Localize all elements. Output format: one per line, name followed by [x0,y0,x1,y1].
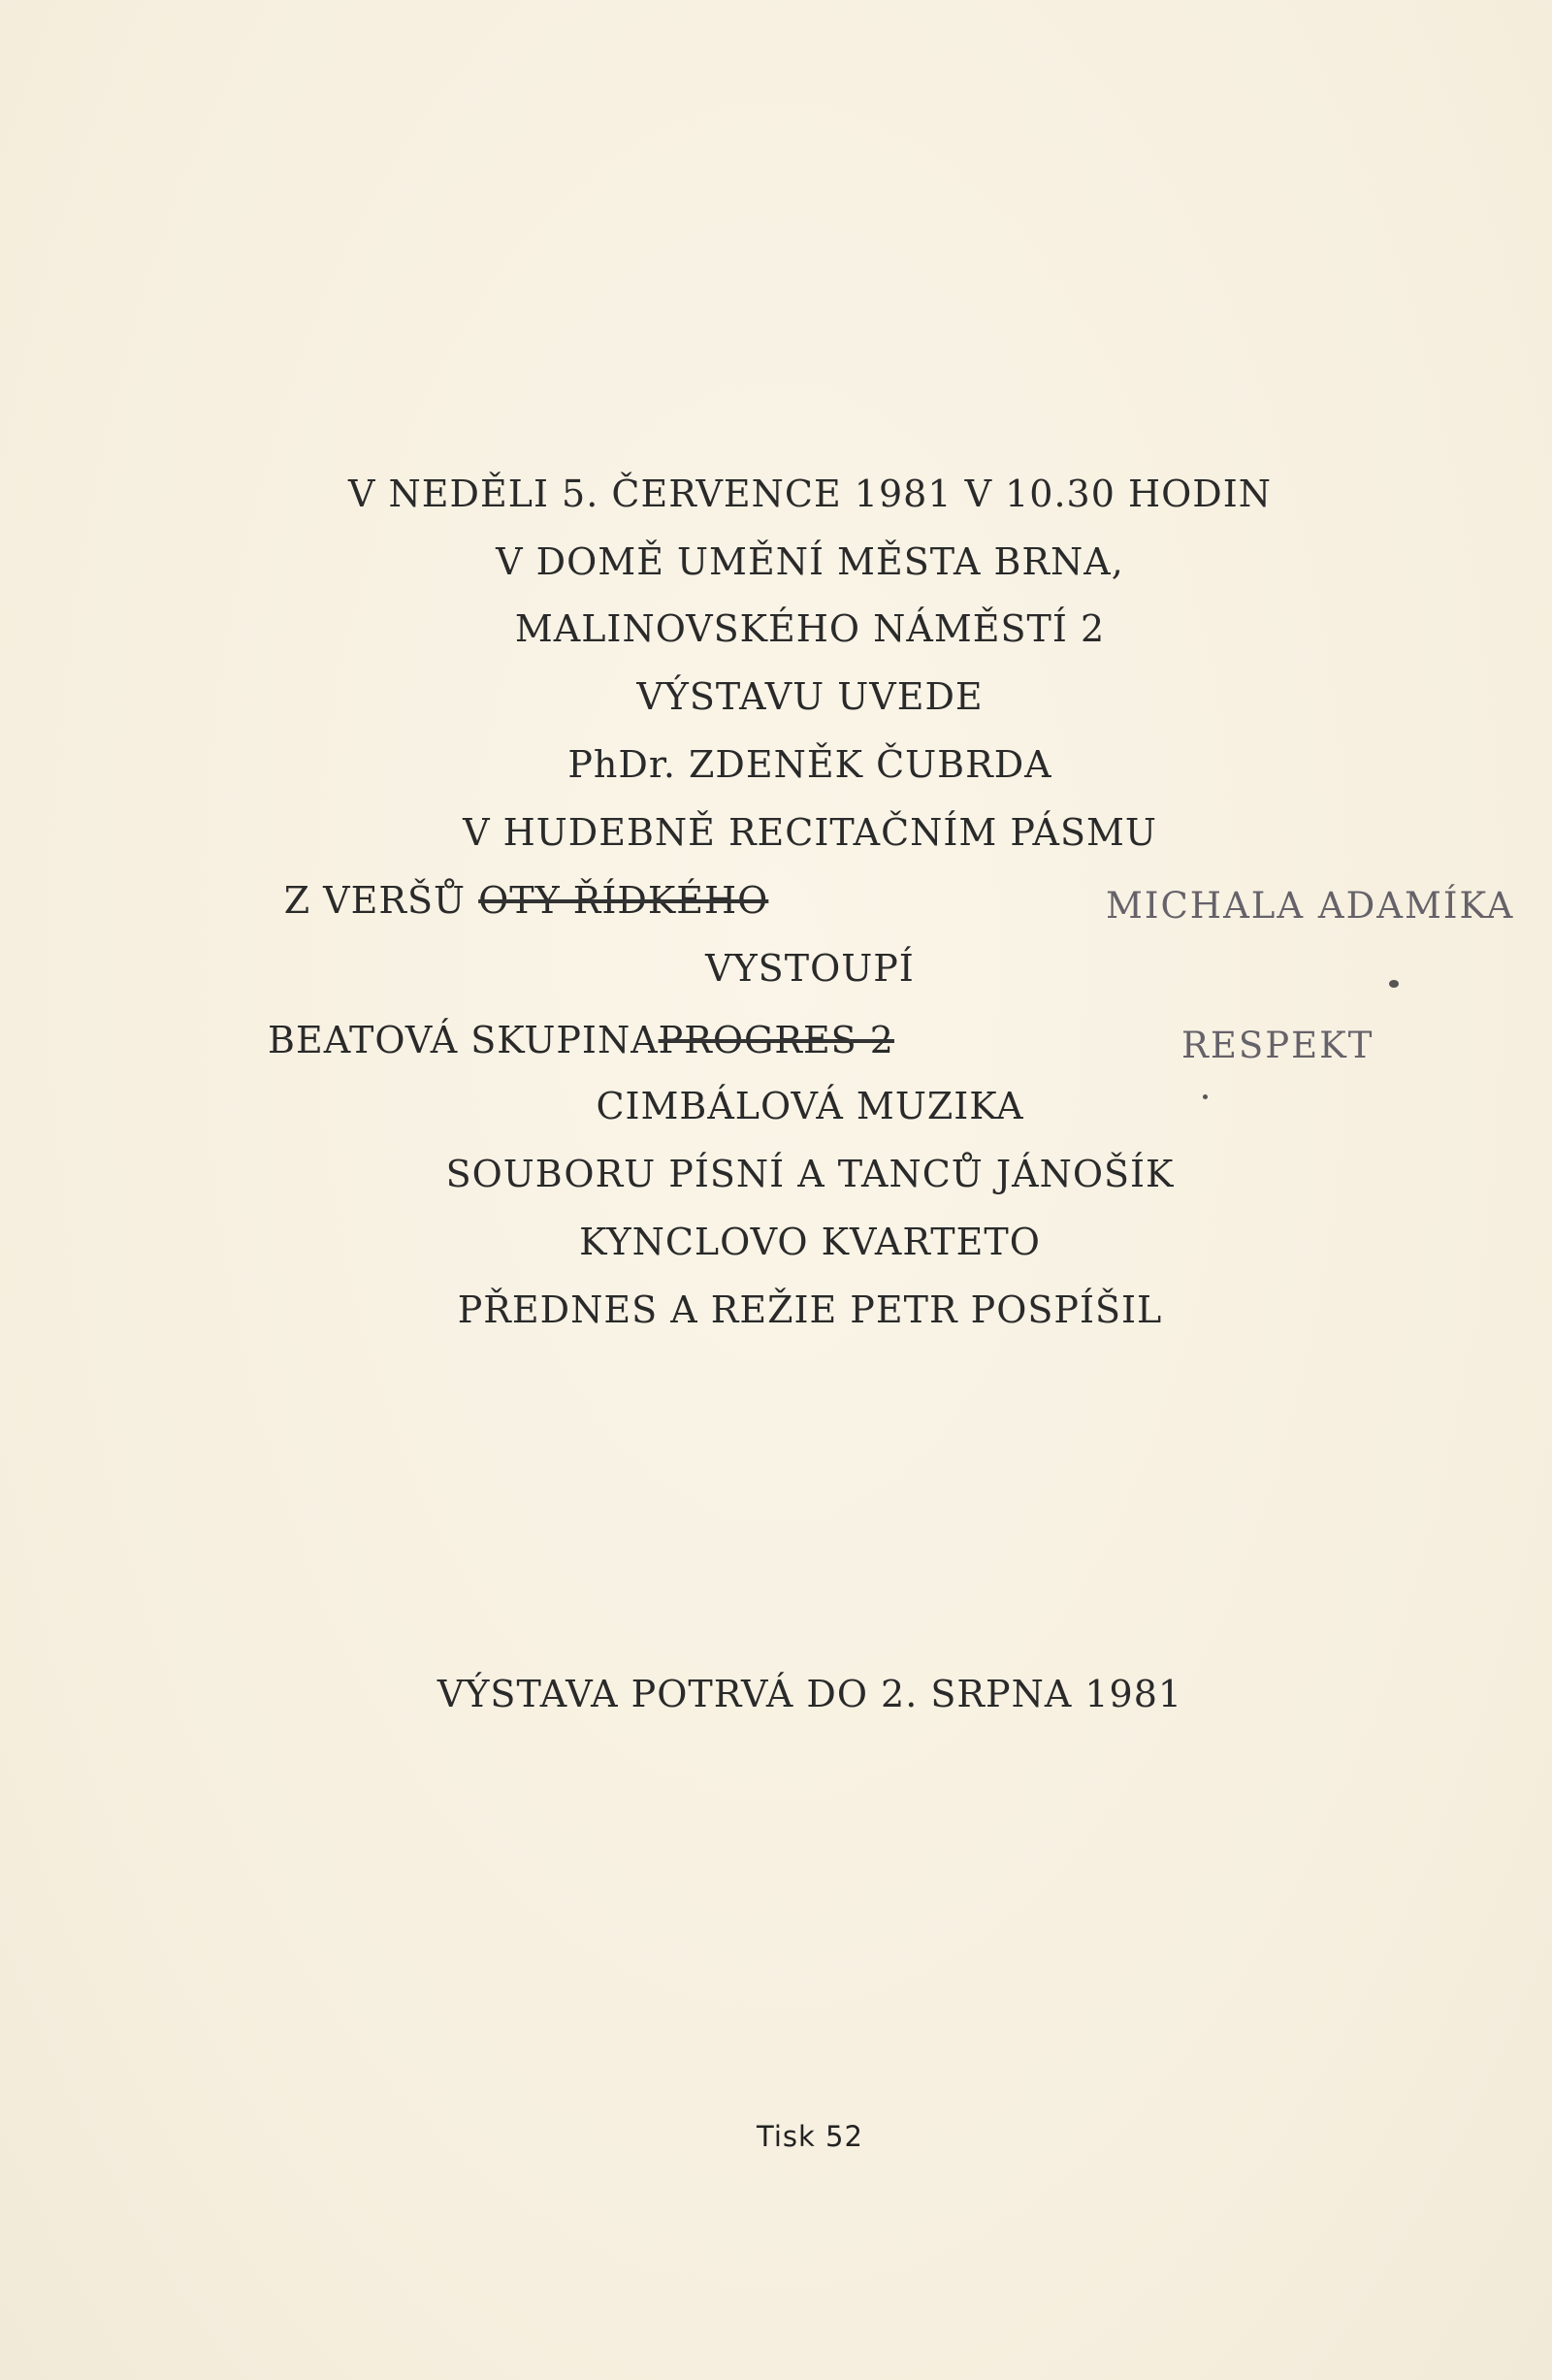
ink-speck [1203,1094,1208,1099]
verses-struck-name: OTY ŘÍDKÉHO [478,879,769,922]
quartet-line: KYNCLOVO KVARTETO [579,1221,1041,1263]
exhibition-duration: VÝSTAVA POTRVÁ DO 2. SRPNA 1981 [436,1673,1183,1715]
direction-line: PŘEDNES A REŽIE PETR POSPÍŠIL [457,1288,1163,1331]
opening-line: VÝSTAVU UVEDE [636,675,984,718]
verses-line [0,879,1052,922]
band-struck-name: PROGRES 2 [658,1019,894,1061]
perform-line: VYSTOUPÍ [705,947,915,990]
ensemble-line: SOUBORU PÍSNÍ A TANCŮ JÁNOŠÍK [445,1153,1175,1195]
band-line [0,1019,1162,1061]
cimbalom-line: CIMBÁLOVÁ MUZIKA [596,1085,1024,1127]
print-number: Tisk 52 [757,2120,863,2153]
verses-prefix: Z VERŠŮ [283,879,467,922]
band-stamp-correction: RESPEKT [1181,1025,1374,1066]
band-prefix: BEATOVÁ SKUPINA [268,1019,659,1061]
venue-line: V DOMĚ UMĚNÍ MĚSTA BRNA, [496,540,1124,583]
speaker-line: PhDr. ZDENĚK ČUBRDA [567,743,1052,786]
program-line: V HUDEBNĚ RECITAČNÍM PÁSMU [463,811,1157,854]
event-date-line: V NEDĚLI 5. ČERVENCE 1981 V 10.30 HODIN [348,473,1272,515]
ink-speck [1389,980,1399,988]
address-line: MALINOVSKÉHO NÁMĚSTÍ 2 [514,607,1106,650]
verses-stamp-correction: MICHALA ADAMÍKA [1106,885,1515,927]
